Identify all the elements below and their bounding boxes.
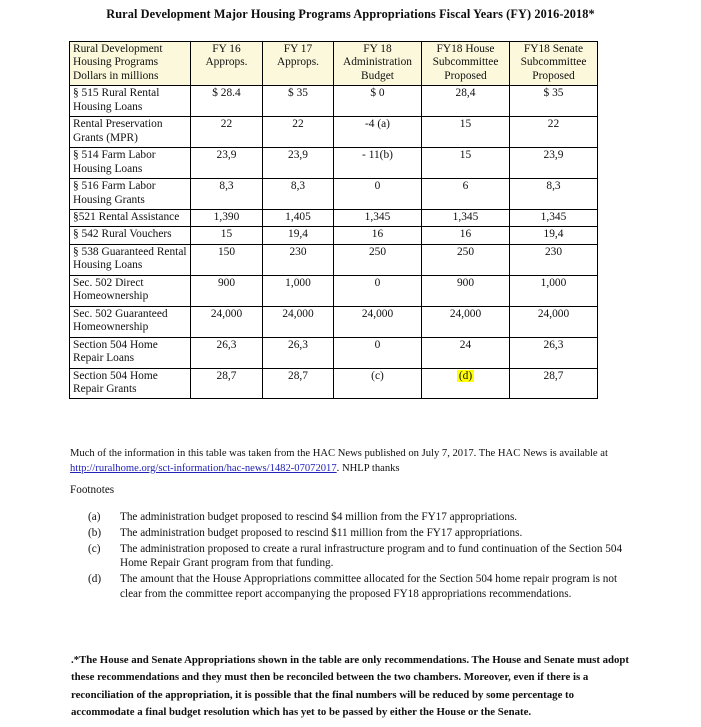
cell-fy18-admin: 250	[334, 244, 422, 275]
cell-fy18-admin: 16	[334, 227, 422, 244]
column-header-fy17: FY 17 Approps.	[263, 42, 334, 86]
footnote-text: The administration budget proposed to rescind $4 million from the FY17 appropriations.	[120, 511, 518, 523]
cell-fy18-senate: 1,345	[510, 209, 598, 226]
cell-fy16: 15	[191, 227, 263, 244]
footnote-list	[88, 510, 633, 603]
column-header-fy18-house: FY18 House Subcommittee Proposed	[422, 42, 510, 86]
cell-fy16: 150	[191, 244, 263, 275]
cell-fy17: 28,7	[263, 368, 334, 399]
footnote-marker: (c)	[88, 542, 101, 555]
table-row	[70, 86, 598, 117]
cell-fy18-admin: 24,000	[334, 306, 422, 337]
table-header-row	[70, 42, 598, 86]
footnote-item	[88, 510, 633, 525]
cell-fy18-house: 24	[422, 337, 510, 368]
table-row	[70, 306, 598, 337]
table-header	[70, 42, 598, 86]
cell-fy18-admin: 0	[334, 179, 422, 210]
cell-fy18-house: 16	[422, 227, 510, 244]
cell-fy18-house: 6	[422, 179, 510, 210]
cell-fy18-admin: 0	[334, 275, 422, 306]
cell-fy18-senate: 24,000	[510, 306, 598, 337]
cell-fy18-house: 900	[422, 275, 510, 306]
column-header-program: Rural Development Housing Programs Dollars in millions	[70, 42, 191, 86]
footnote-item	[88, 542, 633, 572]
table-row	[70, 368, 598, 399]
source-note-text-before: Much of the information in this table was taken from the HAC News published on July 7, 2017. The HAC News is available at	[70, 448, 608, 459]
cell-fy18-house: 1,345	[422, 209, 510, 226]
footnote-text: The administration proposed to create a rural infrastructure program and to fund continuation of the Section 504 Home Repair Grant program from that funding.	[120, 542, 623, 570]
cell-fy18-admin: -4 (a)	[334, 117, 422, 148]
cell-fy18-senate: $ 35	[510, 86, 598, 117]
cell-program: §521 Rental Assistance	[70, 209, 191, 226]
table-row	[70, 244, 598, 275]
cell-fy18-house: 250	[422, 244, 510, 275]
table-body	[70, 86, 598, 399]
cell-fy17: $ 35	[263, 86, 334, 117]
cell-fy18-senate: 1,000	[510, 275, 598, 306]
cell-fy17: 23,9	[263, 148, 334, 179]
cell-program: § 514 Farm Labor Housing Loans	[70, 148, 191, 179]
table-row	[70, 179, 598, 210]
table-row	[70, 227, 598, 244]
footnote-text: The administration budget proposed to rescind $11 million from the FY17 appropriations.	[120, 526, 523, 539]
cell-fy17: 24,000	[263, 306, 334, 337]
cell-fy18-admin: - 11(b)	[334, 148, 422, 179]
cell-program: Section 504 Home Repair Grants	[70, 368, 191, 399]
table-row	[70, 337, 598, 368]
footnote-marker: (a)	[88, 511, 101, 523]
cell-fy18-senate: 8,3	[510, 179, 598, 210]
cell-fy17: 19,4	[263, 227, 334, 244]
column-header-fy18-admin: FY 18 Administration Budget	[334, 42, 422, 86]
cell-fy18-house: 28,4	[422, 86, 510, 117]
disclaimer-paragraph: .*The House and Senate Appropriations shown in the table are only recommendations. The House and Senate must adopt these recommendations and they must then be reconciled between the two chambers. Moreover, even if there is a reconciliation of the appropriation, it is possible that the final numbers will be reduced by some percentage to accommodate a final budget resolution which has yet to be passed by either the House or the Senate.	[71, 654, 630, 719]
table-row	[70, 275, 598, 306]
cell-program: § 538 Guaranteed Rental Housing Loans	[70, 244, 191, 275]
cell-fy16: 23,9	[191, 148, 263, 179]
cell-fy16: 8,3	[191, 179, 263, 210]
cell-fy18-senate: 19,4	[510, 227, 598, 244]
cell-fy18-house: 15	[422, 148, 510, 179]
cell-fy18-house	[422, 368, 510, 399]
table-row	[70, 209, 598, 226]
cell-fy18-senate: 23,9	[510, 148, 598, 179]
cell-fy18-senate: 26,3	[510, 337, 598, 368]
cell-program: Sec. 502 Guaranteed Homeownership	[70, 306, 191, 337]
cell-fy16: 22	[191, 117, 263, 148]
source-note	[70, 446, 650, 476]
cell-fy16: 900	[191, 275, 263, 306]
footnotes-heading: Footnotes	[70, 484, 115, 496]
cell-fy17: 8,3	[263, 179, 334, 210]
cell-fy17: 1,405	[263, 209, 334, 226]
cell-program: § 516 Farm Labor Housing Grants	[70, 179, 191, 210]
page-title: Rural Development Major Housing Programs Appropriations Fiscal Years (FY) 2016-2018*	[106, 7, 595, 21]
cell-fy16: 26,3	[191, 337, 263, 368]
appropriations-table	[69, 41, 598, 399]
cell-fy18-house: 24,000	[422, 306, 510, 337]
table-row	[70, 117, 598, 148]
cell-fy18-admin: $ 0	[334, 86, 422, 117]
footnote-marker: (d)	[88, 573, 102, 586]
cell-program: Rental Preservation Grants (MPR)	[70, 117, 191, 148]
cell-program: § 542 Rural Vouchers	[70, 227, 191, 244]
cell-fy18-senate: 230	[510, 244, 598, 275]
cell-program: Sec. 502 Direct Homeownership	[70, 275, 191, 306]
cell-fy18-senate: 22	[510, 117, 598, 148]
cell-fy16: 28,7	[191, 368, 263, 399]
footnote-item	[88, 526, 633, 541]
cell-fy17: 22	[263, 117, 334, 148]
cell-fy16: $ 28.4	[191, 86, 263, 117]
table-row	[70, 148, 598, 179]
column-header-fy18-senate: FY18 Senate Subcommittee Proposed	[510, 42, 598, 86]
cell-fy16: 1,390	[191, 209, 263, 226]
cell-fy18-house: 15	[422, 117, 510, 148]
source-note-text-after: . NHLP thanks	[336, 463, 400, 475]
cell-fy16: 24,000	[191, 306, 263, 337]
cell-fy18-admin: 1,345	[334, 209, 422, 226]
cell-fy17: 1,000	[263, 275, 334, 306]
cell-program: § 515 Rural Rental Housing Loans	[70, 86, 191, 117]
column-header-fy16: FY 16 Approps.	[191, 42, 263, 86]
cell-fy18-admin: 0	[334, 337, 422, 368]
cell-program: Section 504 Home Repair Loans	[70, 337, 191, 368]
footnote-item	[88, 572, 633, 602]
highlighted-value: (d)	[458, 369, 473, 382]
footnote-text: The amount that the House Appropriations committee allocated for the Section 504 home repair program is not clear from the committee report accompanying the proposed FY18 appropriations recommendations.	[120, 573, 618, 600]
footnote-marker: (b)	[88, 526, 102, 539]
cell-fy18-senate: 28,7	[510, 368, 598, 399]
cell-fy17: 26,3	[263, 337, 334, 368]
hac-news-link[interactable]: http://ruralhome.org/sct-information/hac-news/1482-07072017	[70, 463, 337, 475]
cell-fy17: 230	[263, 244, 334, 275]
cell-fy18-admin: (c)	[334, 368, 422, 399]
